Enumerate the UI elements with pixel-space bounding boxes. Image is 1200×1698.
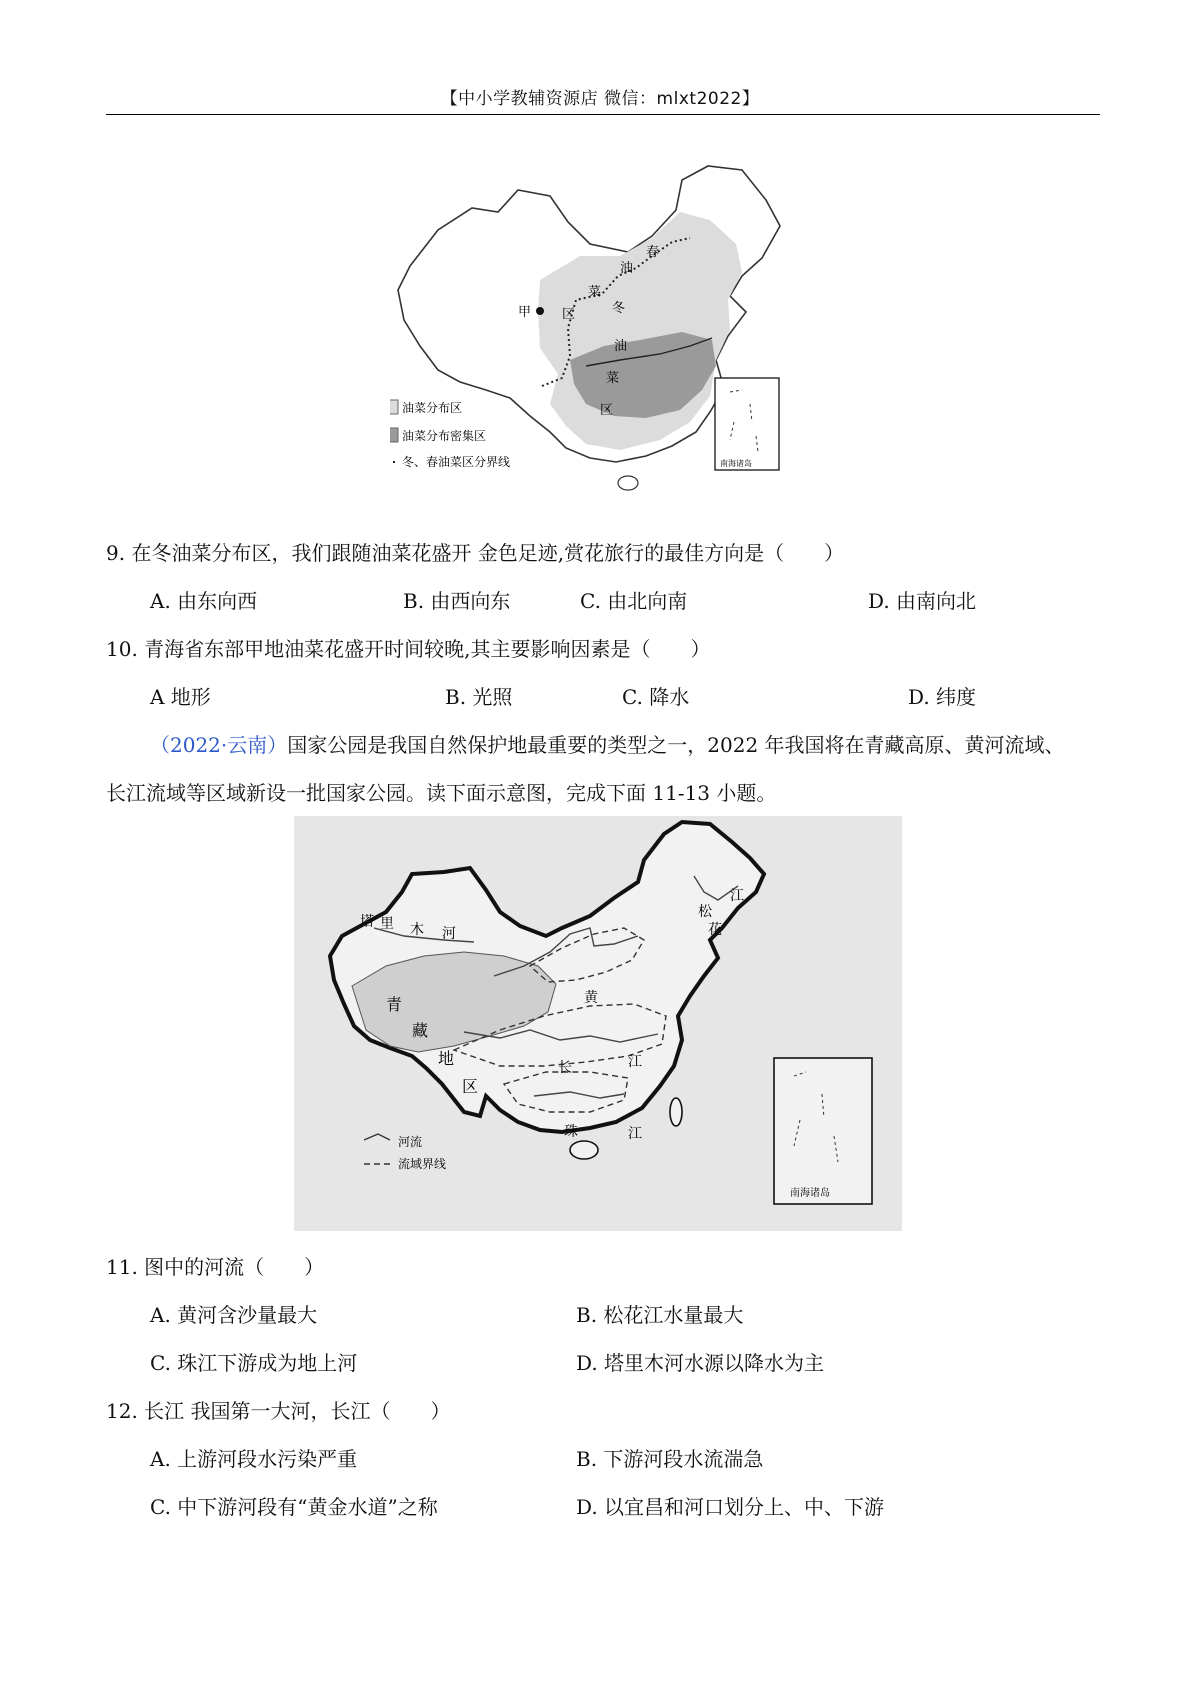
inset-label-2: 南海诸岛 (790, 1188, 830, 1199)
map-label: 冬 (612, 301, 626, 316)
legend-river-label: 河流 (398, 1135, 423, 1149)
legend-boundary-label-2: 流域界线 (398, 1157, 447, 1171)
intro-line-2: 长江流域等区域新设一批国家公园。读下面示意图，完成下面 11-13 小题。 (106, 781, 777, 805)
q9-option-d: D. 由南向北 (868, 589, 977, 613)
question-12: 12. 长江 我国第一大河，长江（ ） (106, 1399, 451, 1423)
legend-swatch-area (390, 400, 398, 414)
map-label: 江 (730, 888, 744, 904)
map-label: 松 (698, 904, 712, 920)
map1-label-jia: 甲 (518, 305, 532, 320)
q10-option-d: D. 纬度 (908, 685, 977, 709)
map-label: 菜 (606, 371, 620, 386)
map-label: 珠 (564, 1124, 578, 1140)
map-label: 花 (708, 922, 722, 938)
source-tag: （2022·云南） (150, 733, 288, 757)
river-basin-map (294, 816, 902, 1231)
question-9: 9. 在冬油菜分布区，我们跟随油菜花盛开 金色足迹,赏花旅行的最佳方向是（ ） (106, 541, 845, 565)
south-china-sea-inset (715, 378, 779, 470)
map-label: 塔 (360, 914, 374, 930)
map-label: 黄 (584, 990, 598, 1006)
map-label: 长 (558, 1060, 572, 1076)
q10-option-a: A 地形 (150, 685, 211, 709)
map-label: 区 (562, 307, 576, 322)
q10-option-c: C. 降水 (622, 685, 690, 709)
q12-option-d: D. 以宜昌和河口划分上、中、下游 (576, 1495, 885, 1519)
q11-option-a: A. 黄河含沙量最大 (150, 1303, 318, 1327)
q9-option-b: B. 由西向东 (403, 589, 511, 613)
q11-option-c: C. 珠江下游成为地上河 (150, 1351, 358, 1375)
legend-river-swatch (364, 1134, 390, 1140)
q12-option-a: A. 上游河段水污染严重 (150, 1447, 358, 1471)
q11-option-d: D. 塔里木河水源以降水为主 (576, 1351, 825, 1375)
map-label: 江 (628, 1126, 642, 1142)
map-label: 菜 (588, 285, 602, 300)
q9-option-c: C. 由北向南 (580, 589, 688, 613)
map-label: 木 (410, 922, 424, 938)
header-rule (106, 114, 1100, 115)
map-label: 油 (620, 261, 634, 276)
map-label: 地 (438, 1049, 455, 1068)
q11-option-b: B. 松花江水量最大 (576, 1303, 744, 1327)
legend-dense-label: 油菜分布密集区 (402, 429, 487, 443)
legend-boundary-label: 冬、春油菜区分界线 (402, 455, 511, 469)
map-label: 区 (462, 1077, 479, 1096)
legend-area-label: 油菜分布区 (402, 401, 463, 415)
map-label: 油 (614, 339, 628, 354)
map-label: 区 (600, 403, 614, 418)
map-label: 江 (628, 1054, 642, 1070)
q12-option-b: B. 下游河段水流湍急 (576, 1447, 764, 1471)
q12-option-c: C. 中下游河段有“黄金水道”之称 (150, 1495, 438, 1519)
inset-label: 南海诸岛 (720, 459, 752, 468)
map-label: 里 (380, 916, 394, 932)
legend-swatch-dense (390, 428, 398, 442)
point-jia (536, 307, 544, 315)
question-10: 10. 青海省东部甲地油菜花盛开时间较晚,其主要影响因素是（ ） (106, 637, 711, 661)
q10-option-b: B. 光照 (445, 685, 513, 709)
map-label: 春 (646, 245, 660, 260)
south-china-sea-inset-2 (774, 1058, 872, 1204)
map-label: 青 (386, 995, 403, 1014)
rapeseed-map (390, 160, 850, 518)
question-11: 11. 图中的河流（ ） (106, 1255, 325, 1279)
page-header: 【中小学教辅资源店 微信：mlxt2022】 (440, 89, 760, 109)
intro-line-1: （2022·云南）国家公园是我国自然保护地最重要的类型之一，2022 年我国将在青藏高原、黄河流域、 (150, 733, 1065, 757)
q9-option-a: A. 由东向西 (150, 589, 258, 613)
map-label: 河 (442, 926, 456, 942)
map-label: 藏 (412, 1021, 429, 1040)
